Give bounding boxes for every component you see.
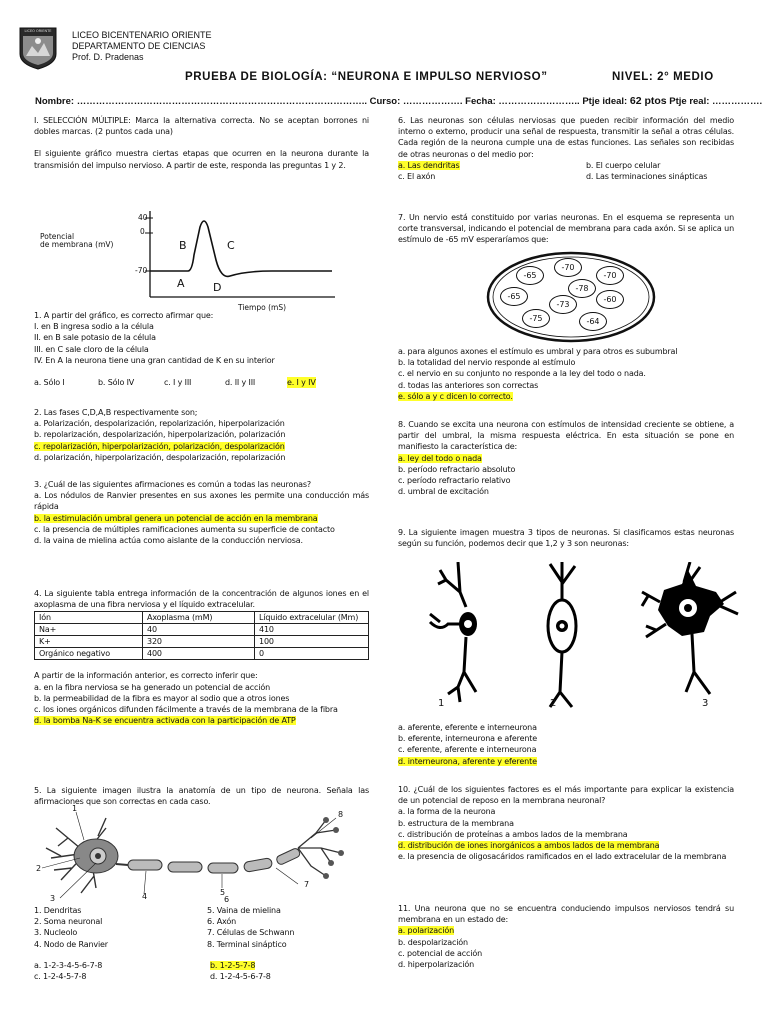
- q1-option-d[interactable]: d. II y III: [225, 378, 256, 388]
- q11-stem: 11. Una neurona que no se encuentra conduciendo impulsos nerviosos tendrá su membrana en un estado de:: [398, 904, 734, 925]
- school-logo: [18, 26, 58, 70]
- table-row: [35, 636, 369, 648]
- q10-option-d[interactable]: d. distribución de iones inorgánicos a ambos lados de la membrana: [398, 841, 660, 851]
- q9-stem: 9. La siguiente imagen muestra 3 tipos de neuronas. Si clasificamos estas neuronas según su función, podemos decir que 1,2 y 3 son neuronas:: [398, 528, 734, 549]
- name-field[interactable]: Nombre: ………………………………………………………………………………..: [35, 96, 367, 107]
- q5-parts: [34, 905, 369, 982]
- q5-option-d[interactable]: d. 1-2-4-5-6-7-8: [210, 972, 271, 982]
- neuron-anatomy-svg: [36, 808, 356, 904]
- q1-statement: IV. En A la neurona tiene una gran cantidad de K en su interior: [34, 355, 275, 365]
- q9-block: [398, 527, 734, 549]
- q2-option-c[interactable]: c. repolarización, hiperpolarización, polarización, despolarización: [34, 441, 285, 451]
- q8-option-a[interactable]: a. ley del todo o nada: [398, 453, 482, 463]
- q5-part: 2. Soma neuronal: [34, 917, 103, 927]
- graph-point-d: D: [213, 281, 222, 294]
- graph-xlabel: Tiempo (mS): [238, 303, 287, 312]
- q4-option-d[interactable]: d. la bomba Na-K se encuentra activada con la participación de ATP: [34, 716, 296, 726]
- axon-circle: -65: [516, 266, 544, 285]
- q10-option-c[interactable]: c. distribución de proteínas a ambos lados de la membrana: [398, 829, 628, 839]
- q4-option-c[interactable]: c. los iones orgánicos difunden fácilmente a través de la membrana de la fibra: [34, 705, 338, 715]
- axon-circle: -70: [554, 258, 582, 277]
- graph-intro: El siguiente gráfico muestra ciertas etapas que ocurren en la neurona durante la transmisión del impulso nervioso. A partir de este, responda las preguntas 1 y 2.: [34, 149, 369, 170]
- diagram-number: 7: [304, 880, 310, 889]
- q5-block: [34, 785, 369, 807]
- axon-circle: -64: [579, 312, 607, 331]
- q7-option-a[interactable]: a. para algunos axones el estímulo es umbral y para otros es subumbral: [398, 347, 678, 356]
- logo-lettering: LICEO ORIENTE: [24, 29, 52, 33]
- q11-block: [398, 903, 734, 970]
- q7-option-e[interactable]: e. sólo a y c dicen lo correcto.: [398, 391, 513, 401]
- real-score-field[interactable]: Ptje real: …………….: [669, 96, 763, 107]
- q5-part: 1. Dendritas: [34, 906, 82, 915]
- graph-tick-0: 0: [140, 227, 145, 236]
- axon-circle: -70: [596, 266, 624, 285]
- neuron-type-label-1: 1: [438, 698, 445, 709]
- q7-option-b[interactable]: b. la totalidad del nervio responde al estímulo: [398, 358, 576, 368]
- graph-point-b: B: [179, 239, 187, 252]
- q2-option-a[interactable]: a. Polarización, despolarización, repolarización, hiperpolarización: [34, 419, 285, 429]
- q1-statement: II. en B sale potasio de la célula: [34, 333, 156, 343]
- q9-option-c[interactable]: c. eferente, aferente e interneurona: [398, 745, 537, 755]
- q3-option-b[interactable]: b. la estimulación umbral genera un potencial de acción en la membrana: [34, 513, 318, 523]
- q5-part: 5. Vaina de mielina: [207, 906, 281, 915]
- table-cell: 100: [255, 636, 369, 648]
- student-info-line: [35, 95, 762, 107]
- ideal-score-value: 62 ptos: [629, 95, 667, 107]
- q6-block: [398, 115, 734, 182]
- axon-circle: -73: [549, 295, 577, 314]
- q7-block: [398, 212, 734, 246]
- q2-block: [34, 407, 369, 463]
- q6-option-b[interactable]: b. El cuerpo celular: [586, 160, 661, 170]
- q8-option-b[interactable]: b. período refractario absoluto: [398, 464, 516, 474]
- q3-option-c[interactable]: c. la presencia de múltiples ramificaciones aumenta su superficie de contacto: [34, 524, 335, 534]
- table-cell: 0: [255, 648, 369, 660]
- q8-block: [398, 419, 734, 497]
- graph-tick-minus70: -70: [135, 266, 148, 275]
- q1-block: [34, 310, 369, 388]
- exam-title: PRUEBA DE BIOLOGÍA: “NEURONA E IMPULSO NERVIOSO”: [185, 71, 548, 83]
- graph-tick-40: 40: [138, 213, 148, 222]
- q9-option-a[interactable]: a. aferente, eferente e interneurona: [398, 723, 537, 732]
- q1-option-c[interactable]: c. I y III: [164, 378, 192, 388]
- date-field[interactable]: Fecha: ……………………..: [465, 96, 580, 107]
- q1-option-b[interactable]: b. Sólo IV: [98, 378, 135, 388]
- ion-table-header-cell: Líquido extracelular (Mm): [255, 612, 369, 624]
- q4-block: [34, 588, 369, 726]
- q1-option-e[interactable]: e. I y IV: [287, 378, 316, 388]
- table-cell: 40: [143, 624, 255, 636]
- q7-stem: 7. Un nervio está constituido por varias neuronas. En el esquema se representa un corte transversal, indicando el potencial de membrana para cada axón. Si se aplica un estímulo de -65 mV esperaríamos que:: [398, 213, 734, 245]
- table-cell: 320: [143, 636, 255, 648]
- diagram-number: 1: [72, 804, 78, 813]
- q6-option-d[interactable]: d. Las terminaciones sinápticas: [586, 172, 708, 182]
- diagram-number: 3: [50, 894, 56, 903]
- q10-block: [398, 784, 734, 862]
- ion-table-header-cell: Axoplasma (mM): [143, 612, 255, 624]
- axon-circle: -78: [568, 279, 596, 298]
- graph-point-c: C: [227, 239, 235, 252]
- axon-circle: -75: [522, 309, 550, 328]
- q8-option-c[interactable]: c. período refractario relativo: [398, 476, 511, 486]
- table-cell: 400: [143, 648, 255, 660]
- graph-svg: [40, 205, 340, 315]
- table-cell: K+: [35, 636, 143, 648]
- q9-option-d[interactable]: d. interneurona, aferente y eferente: [398, 756, 537, 766]
- action-potential-graph: [40, 205, 340, 315]
- level-label: NIVEL: 2° MEDIO: [612, 71, 714, 83]
- teacher-name: Prof. D. Pradenas: [72, 52, 144, 62]
- q9-option-b[interactable]: b. eferente, interneurona e aferente: [398, 734, 538, 744]
- q1-option-a[interactable]: a. Sólo I: [34, 378, 65, 388]
- q5-part: 6. Axón: [207, 917, 237, 927]
- q3-stem: 3. ¿Cuál de las siguientes afirmaciones es común a todas las neuronas?: [34, 480, 312, 489]
- diagram-number: 4: [142, 892, 148, 901]
- q7-option-d[interactable]: d. todas las anteriores son correctas: [398, 380, 539, 390]
- table-row: [35, 624, 369, 636]
- diagram-number: 6: [224, 895, 230, 904]
- q5-option-c[interactable]: c. 1-2-4-5-7-8: [34, 972, 87, 982]
- q2-stem: 2. Las fases C,D,A,B respectivamente son;: [34, 408, 198, 417]
- q3-option-d[interactable]: d. la vaina de mielina actúa como aislante de la conducción nerviosa.: [34, 536, 303, 546]
- q5-part: 4. Nodo de Ranvier: [34, 939, 108, 949]
- q3-block: [34, 479, 369, 546]
- course-field[interactable]: Curso: ……………….: [369, 96, 463, 107]
- q5-option-a[interactable]: a. 1-2-3-4-5-6-7-8: [34, 960, 103, 970]
- q1-statement: I. en B ingresa sodio a la célula: [34, 322, 154, 332]
- neuron-types-diagram: [420, 562, 740, 710]
- nerve-cross-section: [486, 251, 656, 343]
- q4-option-b[interactable]: b. la permeabilidad de la fibra es mayor al sodio que a otros iones: [34, 693, 290, 703]
- q7-option-c[interactable]: c. el nervio en su conjunto no responde a la ley del todo o nada.: [398, 369, 646, 379]
- q1-options: [34, 377, 369, 388]
- q6-option-c[interactable]: c. El axón: [398, 172, 436, 182]
- table-cell: 410: [255, 624, 369, 636]
- q5-stem: 5. La siguiente imagen ilustra la anatomía de un tipo de neurona. Señala las afirmaciones que son correctas en cada caso.: [34, 786, 369, 807]
- neuron-type-label-2: 2: [550, 698, 557, 709]
- ion-table-header: [35, 612, 369, 624]
- q10-option-e[interactable]: e. la presencia de oligosacáridos ramificados en el lado extracelular de la membrana: [398, 852, 727, 862]
- table-row: [35, 648, 369, 660]
- q1-stem: 1. A partir del gráfico, es correcto afirmar que:: [34, 311, 214, 320]
- neuron-type-label-3: 3: [702, 698, 709, 709]
- q2-option-b[interactable]: b. repolarización, despolarización, hiperpolarización, polarización: [34, 430, 286, 440]
- school-header: [72, 30, 212, 63]
- q10-stem: 10. ¿Cuál de los siguientes factores es el más importante para explicar la existencia de un potencial de reposo en la membrana neuronal?: [398, 785, 734, 806]
- section-intro: I. SELECCIÓN MÚLTIPLE: Marca la alternativa correcta. No se aceptan borrones ni dobles marcas. (2 puntos cada una): [34, 116, 369, 137]
- q4-option-a[interactable]: a. en la fibra nerviosa se ha generado un potencial de acción: [34, 682, 270, 692]
- q11-option-a[interactable]: a. polarización: [398, 926, 455, 936]
- q5-option-b[interactable]: b. 1-2-5-7-8: [210, 960, 256, 970]
- neuron-anatomy-diagram: [36, 804, 356, 904]
- q5-part: 3. Nucleolo: [34, 928, 78, 938]
- q4-stem: 4. La siguiente tabla entrega información de la concentración de algunos iones en el axoplasma de una fibra nerviosa y el líquido extracelular.: [34, 589, 369, 610]
- action-potential-curve: [150, 221, 332, 276]
- ion-table: [34, 611, 369, 660]
- q10-option-a[interactable]: a. la forma de la neurona: [398, 807, 496, 817]
- neuron-types-svg: [420, 562, 740, 710]
- graph-point-a: A: [177, 277, 185, 290]
- q11-option-b[interactable]: b. despolarización: [398, 937, 468, 947]
- q9-options: [398, 722, 734, 767]
- ion-table-header-cell: Ión: [35, 612, 143, 624]
- q11-option-d[interactable]: d. hiperpolarización: [398, 960, 475, 970]
- q5-part: 7. Células de Schwann: [207, 928, 295, 938]
- q11-option-c[interactable]: c. potencial de acción: [398, 948, 483, 958]
- department-name: DEPARTAMENTO DE CIENCIAS: [72, 41, 206, 51]
- q2-option-d[interactable]: d. polarización, hiperpolarización, despolarización, repolarización: [34, 452, 286, 462]
- q10-option-b[interactable]: b. estructura de la membrana: [398, 818, 514, 828]
- table-cell: Orgánico negativo: [35, 648, 143, 660]
- q6-stem: 6. Las neuronas son células nerviosas que pueden recibir información del medio interno o externo, producir una señal de respuesta, transmitir la señal a otras células. Cada región de la neurona cumple una de estas funciones. Las señales son recibidas de otras neuronas o del medio por:: [398, 116, 734, 159]
- graph-ylabel-1: Potencial: [40, 232, 75, 241]
- ideal-score-label: Ptje ideal:: [582, 96, 628, 107]
- q4-stem2: A partir de la información anterior, es correcto inferir que:: [34, 671, 258, 681]
- graph-ylabel-2: de membrana (mV): [40, 240, 114, 249]
- q5-part: 8. Terminal sináptico: [207, 939, 287, 949]
- q1-statement: III. en C sale cloro de la célula: [34, 344, 149, 354]
- axon-circle: -65: [500, 287, 528, 306]
- q8-option-d[interactable]: d. umbral de excitación: [398, 487, 489, 497]
- table-cell: Na+: [35, 624, 143, 636]
- diagram-number: 8: [338, 810, 344, 819]
- diagram-number: 2: [36, 864, 42, 873]
- q7-options: [398, 346, 734, 402]
- q3-option-a[interactable]: a. Los nódulos de Ranvier presentes en sus axones les permite una conducción más rápida: [34, 491, 369, 512]
- q6-option-a[interactable]: a. Las dendritas: [398, 160, 460, 170]
- diagram-number: 5: [220, 888, 226, 897]
- left-column: [34, 115, 369, 171]
- axon-circle: -60: [596, 290, 624, 309]
- q8-stem: 8. Cuando se excita una neurona con estímulos de intensidad creciente se obtiene, a partir del umbral, la misma respuesta eléctrica. En esta situación se pone en manifiesto la característica de:: [398, 420, 734, 452]
- school-name: LICEO BICENTENARIO ORIENTE: [72, 30, 212, 40]
